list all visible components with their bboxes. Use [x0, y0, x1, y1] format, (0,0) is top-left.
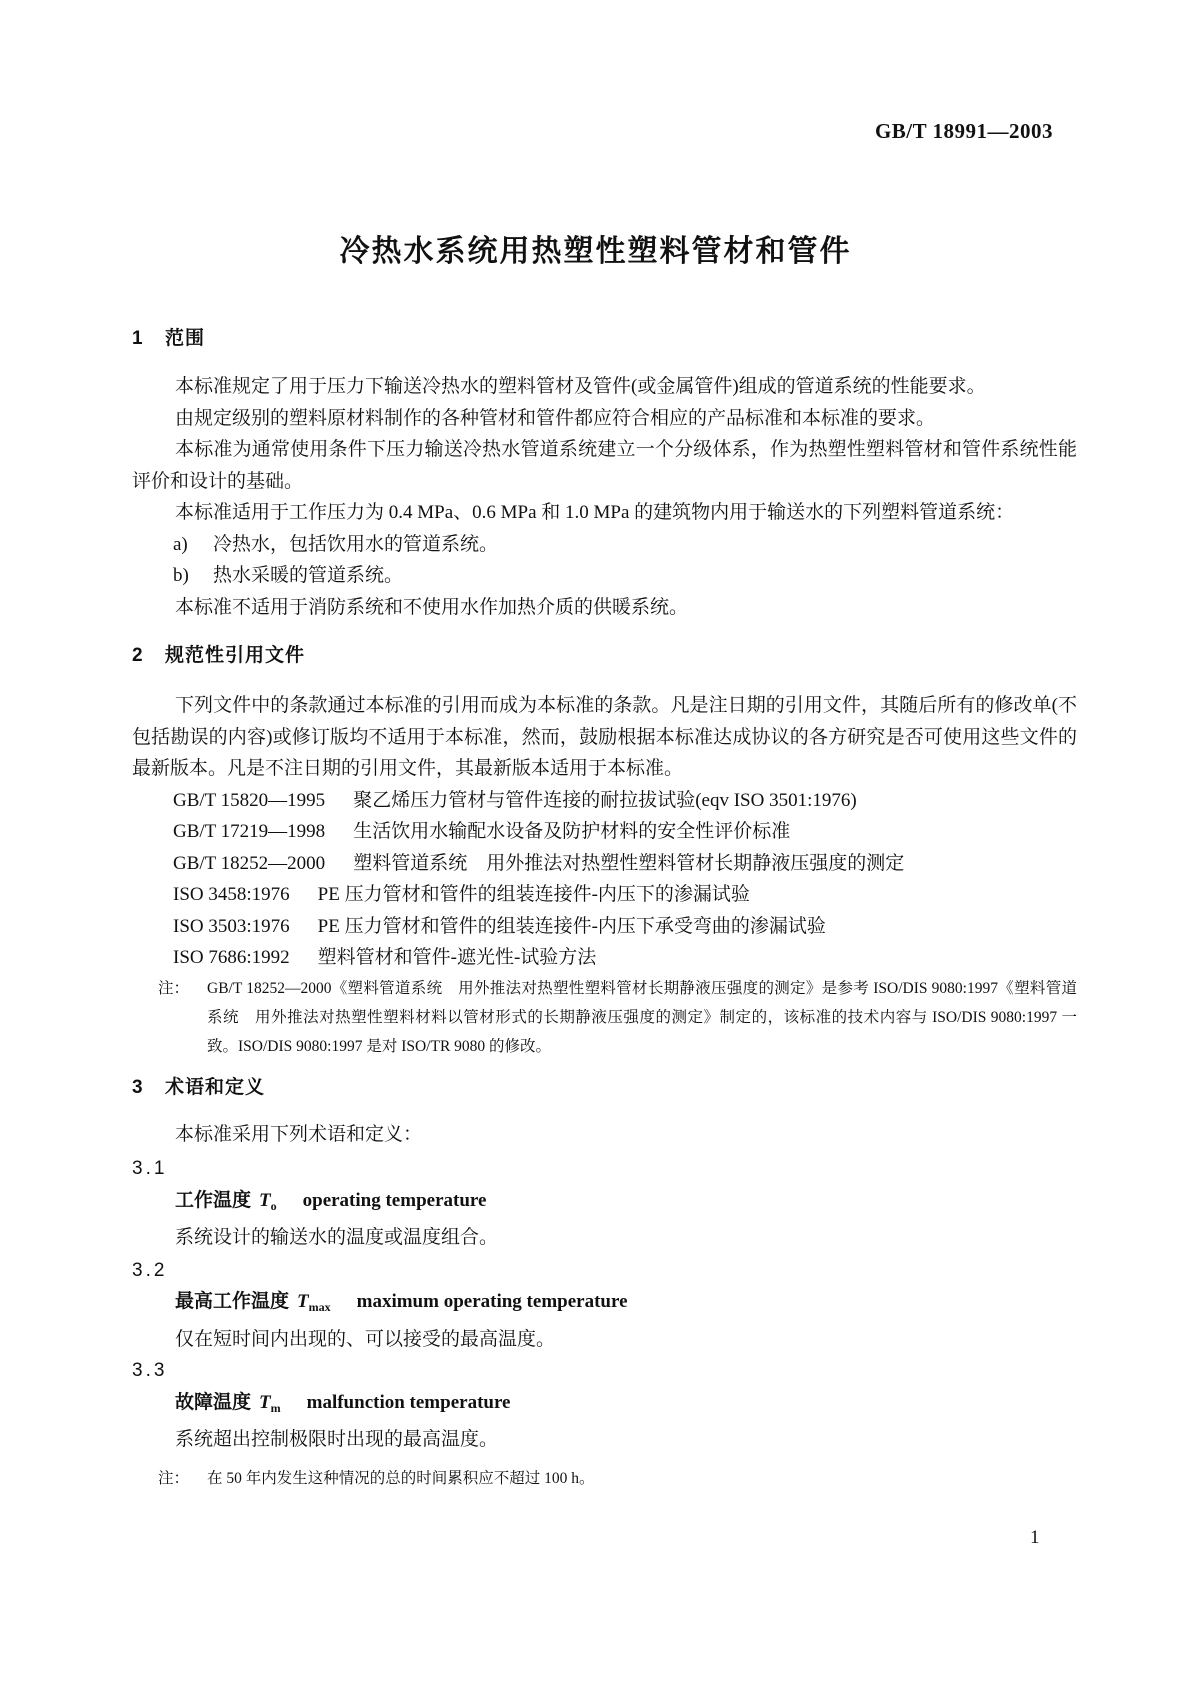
reference-item — [173, 911, 1077, 943]
reference-code: ISO 7686:1992 — [173, 947, 290, 968]
term-definition: 系统设计的输送水的温度或温度组合。 — [175, 1227, 499, 1248]
paragraph-scope-4: 本标准适用于工作压力为 0.4 MPa、0.6 MPa 和 1.0 MPa 的建筑物内用于输送水的下列塑料管道系统： — [175, 502, 1015, 523]
reference-item — [173, 816, 1077, 848]
reference-item — [173, 848, 1077, 880]
term-symbol: $T_m$ — [259, 1391, 281, 1415]
term-zh: 工作温度 — [175, 1189, 252, 1211]
note-text: 在 50 年内发生这种情况的总的时间累积应不超过 100 h。 — [207, 1469, 595, 1487]
paragraph-scope-2: 由规定级别的塑料原材料制作的各种管材和管件都应符合相应的产品标准和本标准的要求。 — [175, 407, 936, 429]
list-item-b-label: b) — [173, 565, 189, 586]
note-label: 注： — [158, 979, 190, 997]
reference-item — [173, 879, 1077, 911]
paragraph-terms-intro: 本标准采用下列术语和定义： — [175, 1123, 423, 1145]
note-label: 注： — [158, 1469, 190, 1487]
paragraph-scope-3: 本标准为通常使用条件下压力输送冷热水管道系统建立一个分级体系，作为热塑性塑料管材和管件系统性能评价和设计的基础。 — [132, 439, 1077, 492]
reference-title: 聚乙烯压力管材与管件连接的耐拉拔试验(eqv ISO 3501:1976) — [353, 789, 857, 811]
list-item-a — [173, 529, 1077, 561]
section-2-number: 2 — [132, 645, 143, 666]
note-term-3-3 — [158, 1464, 1077, 1493]
reference-code: GB/T 17219—1998 — [173, 821, 326, 842]
paragraph-scope-5: 本标准不适用于消防系统和不使用水作加热介质的供暖系统。 — [175, 596, 689, 618]
page-number: 1 — [1030, 1527, 1040, 1548]
doc-number: GB/T 18991—2003 — [874, 119, 1053, 143]
reference-code: ISO 3458:1976 — [173, 884, 290, 905]
paragraph-scope-1: 本标准规定了用于压力下输送冷热水的塑料管材及管件(或金属管件)组成的管道系统的性能要求。 — [175, 376, 986, 397]
section-1-number: 1 — [132, 328, 143, 349]
term-en: operating temperature — [302, 1189, 487, 1211]
term-en: malfunction temperature — [306, 1391, 511, 1413]
term-zh: 故障温度 — [175, 1391, 252, 1413]
reference-title: 塑料管材和管件-遮光性-试验方法 — [317, 947, 597, 968]
reference-title: 塑料管道系统 用外推法对热塑性塑料管材长期静液压强度的测定 — [353, 852, 905, 874]
section-1-title: 范围 — [165, 328, 206, 349]
section-2-title: 规范性引用文件 — [165, 645, 306, 666]
term-number: 3.3 — [132, 1360, 168, 1381]
term-definition: 仅在短时间内出现的、可以接受的最高温度。 — [175, 1328, 556, 1350]
term-title — [175, 1185, 1077, 1223]
list-item-b-text: 热水采暖的管道系统。 — [213, 565, 404, 586]
term-zh: 最高工作温度 — [175, 1291, 290, 1312]
section-1-heading — [132, 326, 1077, 352]
section-2-heading — [132, 643, 1077, 669]
term-symbol-subscript: m — [270, 1400, 281, 1415]
document-title: 冷热水系统用热塑性塑料管材和管件 — [339, 235, 852, 268]
reference-item — [173, 942, 1077, 974]
list-item-a-label: a) — [173, 533, 188, 555]
section-3-number: 3 — [132, 1076, 143, 1098]
note-section-2 — [158, 974, 1077, 1061]
reference-item — [173, 785, 1077, 817]
document-content — [132, 326, 1077, 1493]
term-symbol: $T_o$ — [259, 1189, 277, 1213]
reference-code: ISO 3503:1976 — [173, 915, 290, 937]
term-definition: 系统超出控制极限时出现的最高温度。 — [175, 1429, 499, 1450]
list-item-a-text: 冷热水，包括饮用水的管道系统。 — [213, 533, 499, 555]
reference-title: PE 压力管材和管件的组装连接件-内压下承受弯曲的渗漏试验 — [317, 915, 826, 937]
term-number: 3.1 — [132, 1158, 168, 1179]
note-text: GB/T 18252—2000《塑料管道系统 用外推法对热塑性塑料管材长期静液压强度的测定》是参考 ISO/DIS 9080:1997《塑料管道系统 用外推法对热塑性塑料材料以管材形式的长期静液压强度的测定》制定的，该标准的技术内容与 ISO/DIS 9080:1997 一致。ISO/DIS 9080:1997 是对 ISO/TR 9080 的修改。 — [207, 979, 1077, 1055]
paragraph-references-intro: 下列文件中的条款通过本标准的引用而成为本标准的条款。凡是注日期的引用文件，其随后所有的修改单(不包括勘误的内容)或修订版均不适用于本标准，然而，鼓励根据本标准达成协议的各方研究是否可使用这些文件的最新版本。凡是不注日期的引用文件，其最新版本适用于本标准。 — [132, 695, 1077, 779]
reference-title: PE 压力管材和管件的组装连接件-内压下的渗漏试验 — [317, 884, 750, 905]
term-symbol: $T_{max}$ — [297, 1291, 331, 1314]
reference-code: GB/T 15820—1995 — [173, 789, 326, 811]
list-item-b — [173, 560, 1077, 592]
term-title — [175, 1387, 1077, 1425]
reference-code: GB/T 18252—2000 — [173, 852, 326, 874]
section-3-heading — [132, 1075, 1077, 1101]
term-title — [175, 1286, 1077, 1324]
term-en: maximum operating temperature — [356, 1291, 628, 1312]
term-symbol-subscript: max — [308, 1300, 331, 1314]
term-symbol-subscript: o — [270, 1198, 277, 1213]
reference-title: 生活饮用水输配水设备及防护材料的安全性评价标准 — [353, 821, 791, 842]
section-3-title: 术语和定义 — [165, 1076, 266, 1098]
term-number: 3.2 — [132, 1259, 168, 1281]
